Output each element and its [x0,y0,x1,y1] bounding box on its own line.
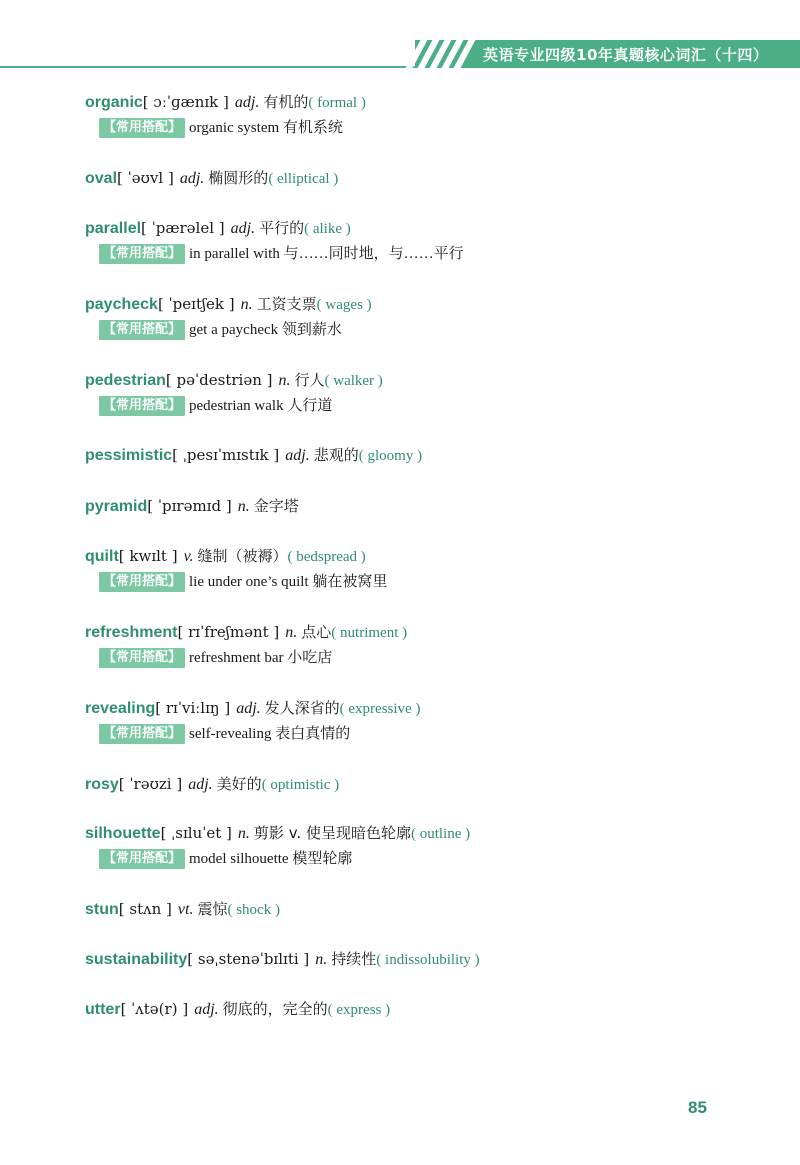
entry-word: pessimistic [85,447,173,464]
entry-phonetic: [ stʌn ] [118,900,172,918]
entry-word: sustainability [85,951,188,968]
entry-word: oval [85,170,118,187]
vocab-entry [85,821,470,870]
entry-word: revealing [85,700,156,717]
entry-synonym: ( alike ) [304,221,351,237]
entry-word: parallel [85,220,142,237]
vocab-entry [85,368,383,417]
entry-synonym: ( bedspread ) [287,549,366,565]
vocab-entry [85,216,464,265]
entry-phonetic: [ kwɪlt ] [118,547,178,565]
vocab-entry [85,772,339,797]
entry-definition: 彻底的，完全的 [222,1000,328,1018]
entry-word: pyramid [85,498,148,515]
entry-definition: 持续性 [331,950,377,968]
entry-collocation: refreshment bar 小吃店 [189,650,333,666]
entry-phonetic: [ ɔːˈɡænɪk ] [142,93,229,111]
header-stripes [413,40,473,68]
vocab-entry [85,166,338,191]
entry-synonym: ( shock ) [227,902,280,918]
entry-definition: 美好的 [216,775,262,793]
entry-phonetic: [ ˈpɪrəmɪd ] [147,497,232,515]
entry-definition: 缝制（被褥） [197,547,288,565]
vocab-entry [85,997,390,1022]
entry-collocation: organic system 有机系统 [189,120,343,136]
entry-pos: vt. [177,901,194,918]
header-banner [415,40,800,68]
entry-pos: adj. [236,700,261,717]
entry-synonym: ( expressive ) [339,701,421,717]
entry-phonetic: [ rɪˈfreʃmənt ] [177,623,280,641]
entry-definition: 工资支票 [256,295,317,313]
entry-phonetic: [ ˈʌtə(r) ] [120,1000,189,1018]
entry-definition: 平行的 [259,219,305,237]
entry-phonetic: [ ˈrəʊzi ] [118,775,183,793]
entry-collocation: pedestrian walk 人行道 [189,398,333,414]
entry-definition: 悲观的 [313,446,359,464]
entry-synonym: ( walker ) [324,373,383,389]
entry-pos: n. [237,825,250,842]
entry-phonetic: [ ˈəʊvl ] [117,169,174,187]
collocation-tag: 【常用搭配】 [99,320,185,340]
vocab-entry [85,544,387,593]
entry-synonym: ( indissolubility ) [376,952,480,968]
entry-phonetic: [ rɪˈviːlɪŋ ] [155,699,231,717]
entry-pos: adj. [230,220,256,237]
vocab-entry [85,897,280,922]
vocab-entry [85,90,366,139]
entry-synonym: ( nutriment ) [331,625,408,641]
vocab-entry [85,443,422,468]
entry-word: refreshment [85,624,178,641]
entry-pos: n. [285,624,298,641]
entry-collocation: get a paycheck 领到薪水 [189,322,342,338]
header-title: 英语专业四级10年真题核心词汇（十四） [483,45,769,64]
entry-pos: n. [237,498,250,515]
entry-definition: 有机的 [263,93,309,111]
entry-pos: n. [315,951,328,968]
entry-synonym: ( elliptical ) [268,171,339,187]
entry-pos: v. [183,548,194,565]
page-number: 85 [688,1098,707,1117]
entry-synonym: ( formal ) [308,95,366,111]
entry-pos: adj. [179,170,205,187]
entry-word: pedestrian [85,372,166,389]
entry-phonetic: [ pəˈdestriən ] [165,371,273,389]
entry-collocation: model silhouette 模型轮廓 [189,851,353,867]
entry-synonym: ( wages ) [316,297,372,313]
collocation-tag: 【常用搭配】 [99,118,185,138]
entry-synonym: ( gloomy ) [358,448,423,464]
entry-synonym: ( optimistic ) [261,777,340,793]
collocation-tag: 【常用搭配】 [99,849,185,869]
entry-definition: 金字塔 [253,497,299,515]
entry-phonetic: [ ˌsɪluˈet ] [160,824,232,842]
entry-phonetic: [ səˌstenəˈbɪlɪti ] [187,950,310,968]
entry-word: utter [85,1001,121,1018]
entry-definition: 点心 [301,623,332,641]
vocab-entry [85,947,480,972]
entry-definition: 震惊 [197,900,228,918]
entry-pos: adj. [234,94,260,111]
entry-word: rosy [85,776,119,793]
collocation-tag: 【常用搭配】 [99,396,185,416]
entry-definition: 椭圆形的 [208,169,269,187]
entry-phonetic: [ ˌpesɪˈmɪstɪk ] [172,446,280,464]
collocation-tag: 【常用搭配】 [99,572,185,592]
entry-word: stun [85,901,119,918]
entry-pos: adj. [188,776,213,793]
entry-collocation: self-revealing 表白真情的 [189,726,351,742]
entry-definition: 发人深省的 [264,699,340,717]
entry-phonetic: [ ˈpærəlel ] [141,219,225,237]
collocation-tag: 【常用搭配】 [99,648,185,668]
entry-pos: n. [278,372,291,389]
entry-word: silhouette [85,825,161,842]
entry-collocation: lie under one’s quilt 躺在被窝里 [189,574,388,590]
collocation-tag: 【常用搭配】 [99,244,185,264]
entry-collocation: in parallel with 与……同时地，与……平行 [189,246,464,262]
entry-word: paycheck [85,296,158,313]
entry-synonym: ( express ) [327,1002,391,1018]
vocab-entry [85,696,420,745]
entry-pos: adj. [194,1001,219,1018]
entry-pos: adj. [285,447,310,464]
entry-phonetic: [ ˈpeɪtʃek ] [157,295,235,313]
entry-synonym: ( outline ) [410,826,471,842]
entry-pos: n. [240,296,253,313]
entry-word: quilt [85,548,119,565]
vocab-entry [85,494,299,519]
entry-definition: 剪影 v. 使呈现暗色轮廓 [253,824,411,842]
vocab-entry [85,620,407,669]
collocation-tag: 【常用搭配】 [99,724,185,744]
entry-definition: 行人 [294,371,325,389]
entry-word: organic [85,94,143,111]
vocab-entry [85,292,372,341]
